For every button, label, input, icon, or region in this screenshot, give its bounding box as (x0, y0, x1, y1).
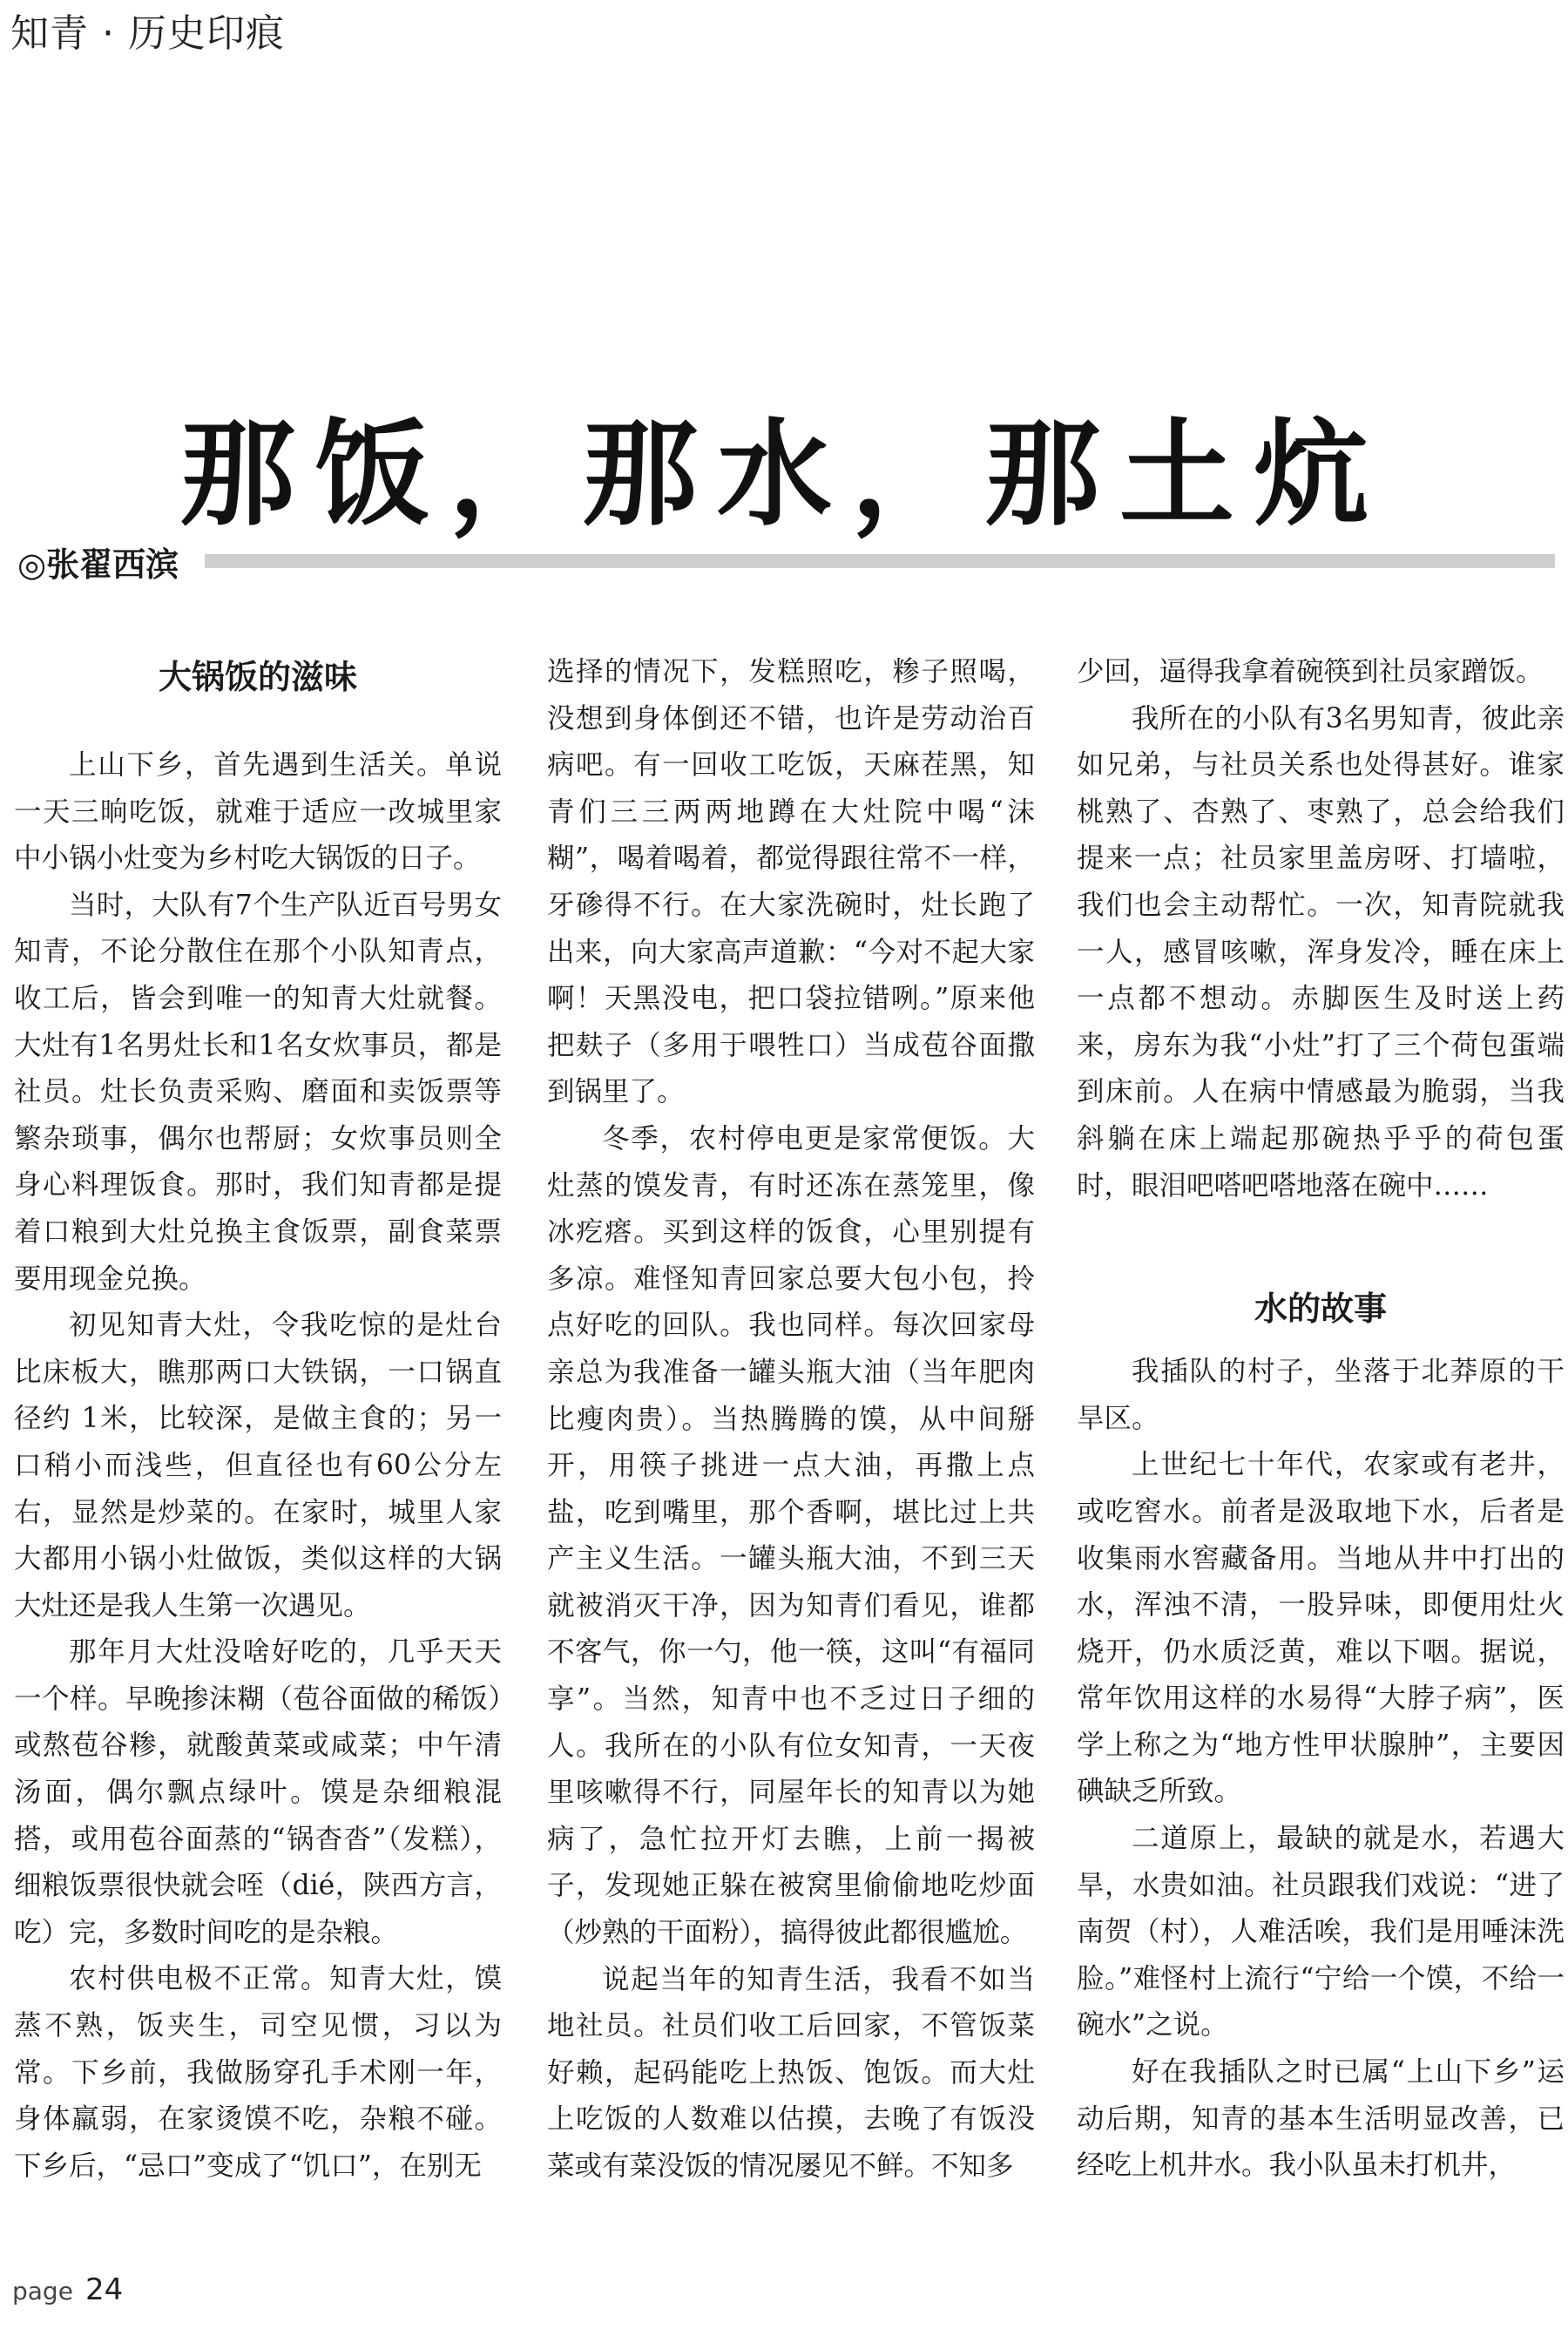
section-label: 知青 · 历史印痕 (10, 11, 285, 56)
paragraph: 我插队的村子，坐落于北莽原的干旱区。 (1077, 1356, 1565, 1434)
section-heading-rice: 大锅饭的滋味 (158, 658, 357, 696)
paragraph: 说起当年的知青生活，我看不如当地社员。社员们收工后回家，不管饭菜好赖，起码能吃上热饭、饱饭。而大灶上吃饭的人数难以估摸，去晚了有饭没菜或有菜没饭的情况屡见不鲜。不知多 (547, 1963, 1035, 2182)
byline-rule (205, 554, 1555, 568)
text-column-1 (14, 649, 502, 2200)
text-column-2 (547, 649, 1035, 2200)
paragraph: 上山下乡，首先遇到生活关。单说一天三晌吃饭，就难于适应一改城里家中小锅小灶变为乡村吃大锅饭的日子。 (14, 749, 502, 875)
paragraph: 冬季，农村停电更是家常便饭。大灶蒸的馍发青，有时还冻在蒸笼里，像冰疙瘩。买到这样的饭食，心里别提有多凉。难怪知青回家总要大包小包，拎点好吃的回队。我也同样。每次回家母亲总为我准备一罐头瓶大油（当年肥肉比瘦肉贵）。当热腾腾的馍，从中间掰开，用筷子挑进一点大油，再撒上点盐，吃到嘴里，那个香啊，堪比过上共产主义生活。一罐头瓶大油，不到三天就被消灭干净，因为知青们看见，谁都不客气，你一勺，他一筷，这叫“有福同享”。当然，知青中也不乏过日子细的人。我所在的小队有位女知青，一天夜里咳嗽得不行，同屋年长的知青以为她病了，急忙拉开灯去瞧，上前一揭被子，发现她正躲在被窝里偷偷地吃炒面（炒熟的干面粉），搞得彼此都很尴尬。 (547, 1122, 1035, 1949)
paragraph: 少回，逼得我拿着碗筷到社员家蹭饭。 (1077, 656, 1544, 687)
paragraph: 我所在的小队有3名男知青，彼此亲如兄弟，与社员关系也处得甚好。谁家桃熟了、杏熟了、枣熟了，总会给我们提来一点；社员家里盖房呀、打墙啦，我们也会主动帮忙。一次，知青院就我一人，感冒咳嗽，浑身发冷，睡在床上一点都不想动。赤脚医生及时送上药来，房东为我“小灶”打了三个荷包蛋端到床前。人在病中情感最为脆弱，当我斜躺在床上端起那碗热乎乎的荷包蛋时，眼泪吧嗒吧嗒地落在碗中…… (1077, 702, 1565, 1202)
paragraph: 初见知青大灶，令我吃惊的是灶台比床板大，瞧那两口大铁锅，一口锅直径约 1米，比较深，是做主食的；另一口稍小而浅些，但直径也有60公分左右，显然是炒菜的。在家时，城里人家大都用小锅小灶做饭，类似这样的大锅大灶还是我人生第一次遇见。 (14, 1310, 502, 1622)
paragraph: 选择的情况下，发糕照吃，糁子照喝，没想到身体倒还不错，也许是劳动治百病吧。有一回收工吃饭，天麻茬黑，知青们三三两两地蹲在大灶院中喝“沫糊”，喝着喝着，都觉得跟往常不一样，牙碜得不行。在大家洗碗时，灶长跑了出来，向大家高声道歉：“今对不起大家啊！天黑没电，把口袋拉错咧。”原来他把麸子（多用于喂牲口）当成苞谷面撒到锅里了。 (547, 656, 1035, 1108)
paragraph: 好在我插队之时已属“上山下乡”运动后期，知青的基本生活明显改善，已经吃上机井水。我小队虽未打机井， (1077, 2056, 1565, 2182)
paragraph: 当时，大队有7个生产队近百号男女知青，不论分散住在那个小队知青点，收工后，皆会到唯一的知青大灶就餐。大灶有1名男灶长和1名女炊事员，都是社员。灶长负责采购、磨面和卖饭票等繁杂琐事，偶尔也帮厨；女炊事员则全身心料理饭食。那时，我们知青都是提着口粮到大灶兑换主食饭票，副食菜票要用现金兑换。 (14, 889, 502, 1295)
paragraph: 那年月大灶没啥好吃的，几乎天天一个样。早晚掺沫糊（苞谷面做的稀饭）或熬苞谷糁，就酸黄菜或咸菜；中午清汤面，偶尔飘点绿叶。馍是杂细粮混搭，或用苞谷面蒸的“锅杳沓”（发糕），细粮饭票很快就会咥（dié，陕西方言，吃）完，多数时间吃的是杂粮。 (14, 1636, 502, 1948)
author-name: ◎张翟西滨 (17, 545, 179, 584)
paragraph: 上世纪七十年代，农家或有老井，或吃窖水。前者是汲取地下水，后者是收集雨水窖藏备用。当地从井中打出的水，浑浊不清，一股异味，即便用灶火烧开，仍水质泛黄，难以下咽。据说，常年饮用这样的水易得“大脖子病”，医学上称之为“地方性甲状腺肿”，主要因碘缺乏所致。 (1077, 1449, 1565, 1808)
byline (17, 535, 1555, 587)
paragraph: 农村供电极不正常。知青大灶，馍蒸不熟，饭夹生，司空见惯，习以为常。下乡前，我做肠穿孔手术刚一年，身体羸弱，在家烫馍不吃，杂粮不碰。下乡后，“忌口”变成了“饥口”，在别无 (14, 1963, 502, 2182)
paragraph: 二道原上，最缺的就是水，若遇大旱，水贵如油。社员跟我们戏说：“进了南贺（村），人难活唉，我们是用唾沫洗脸。”难怪村上流行“宁给一个馍，不给一碗水”之说。 (1077, 1823, 1565, 2041)
text-column-3 (1077, 649, 1565, 2200)
page-number: 24 (84, 2272, 124, 2307)
section-heading-water: 水的故事 (1254, 1290, 1387, 1329)
page-word: page (12, 2277, 73, 2306)
article-title: 那饭，那水，那土炕 (180, 407, 1388, 543)
page-footer (12, 2272, 123, 2307)
